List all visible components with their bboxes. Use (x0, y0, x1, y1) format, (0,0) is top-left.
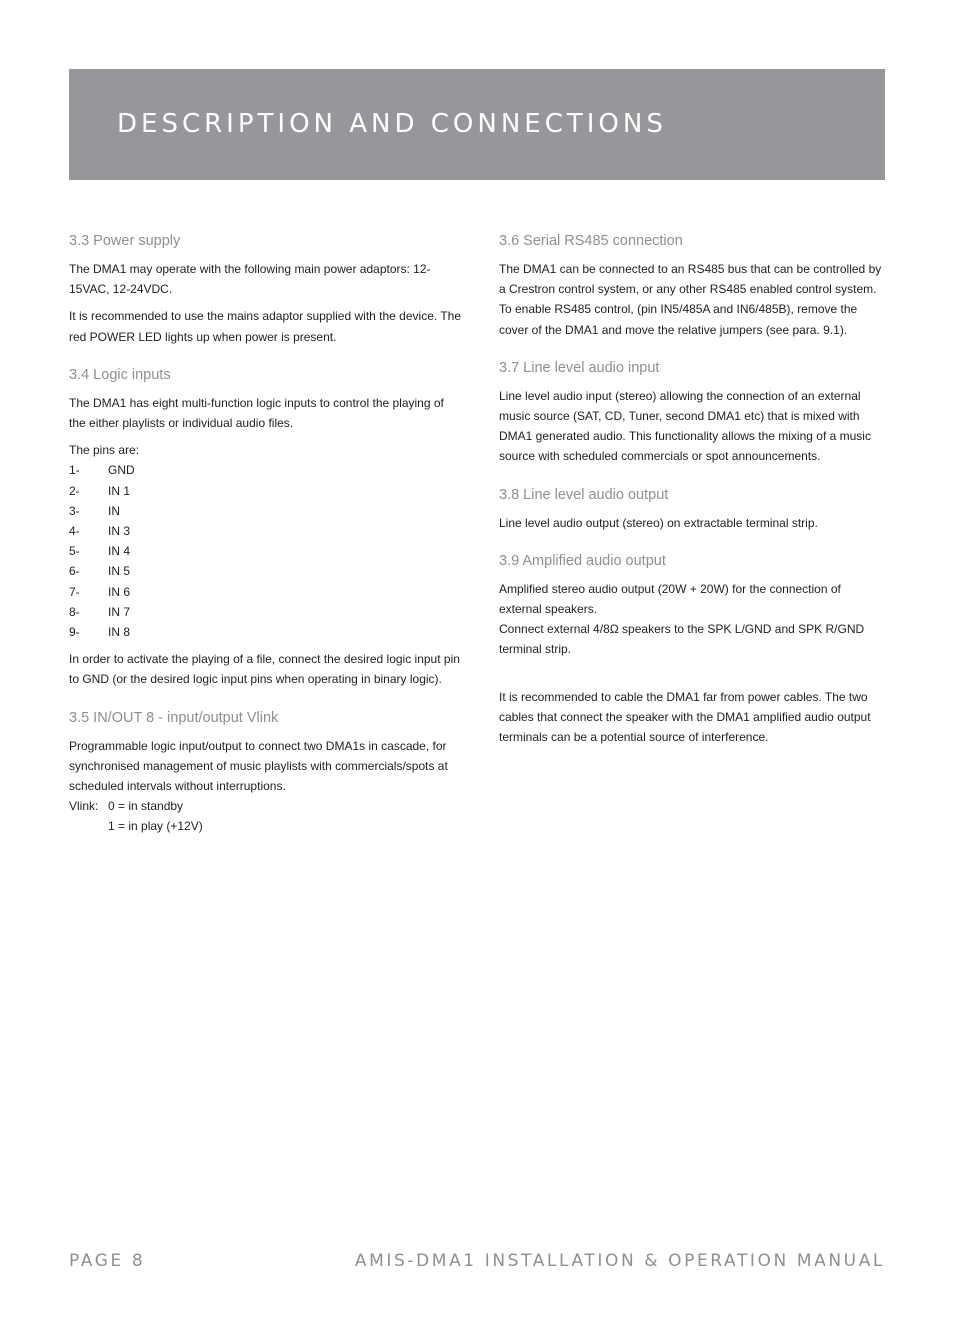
vlink-label: Vlink: (69, 799, 99, 814)
pin-number: 3- (69, 503, 80, 518)
paragraph: Amplified stereo audio output (20W + 20W) for the connection of external speakers. (499, 581, 841, 617)
pin-label: IN 3 (108, 524, 131, 539)
section-heading: 3.3 Power supply (69, 233, 181, 249)
paragraph: The DMA1 may operate with the following main power adaptors: 12-15VAC, 12-24VDC. (69, 262, 431, 297)
section-line-output (499, 485, 885, 533)
spacer (499, 667, 885, 687)
paragraph: Line level audio output (stereo) on extractable terminal strip. (499, 515, 818, 530)
vlink-row (69, 816, 461, 836)
paragraph: The DMA1 has eight multi-function logic inputs to control the playing of the either playlists or individual audio files. (69, 395, 444, 431)
pin-number: 6- (69, 564, 80, 579)
pin-label: IN 1 (108, 483, 131, 498)
pin-number: 5- (69, 544, 80, 559)
pin-label: IN 7 (108, 604, 131, 619)
pin-row (69, 521, 461, 541)
section-heading: 3.4 Logic inputs (69, 366, 171, 383)
pin-number: 1- (69, 463, 80, 478)
pin-row (69, 460, 461, 480)
section-line-input (499, 358, 885, 467)
pin-label: IN 8 (108, 625, 131, 640)
section-in-out-8 (69, 708, 461, 837)
manual-title: AMIS-DMA1 INSTALLATION & OPERATION MANUAL (354, 1251, 885, 1271)
pin-label: GND (108, 463, 135, 478)
section-amplified-output (499, 551, 885, 747)
section-heading: 3.8 Line level audio output (499, 486, 669, 503)
vlink-value: 1 = in play (+12V) (108, 819, 203, 834)
paragraph: Line level audio input (stereo) allowing the connection of an external music source (SAT, CD, Tuner, second DMA1 etc) that is mixed with DMA1 generated audio. This functionality allows the mixing of a music source with scheduled commercials or spot announcements. (499, 388, 871, 464)
vlink-row (69, 796, 461, 816)
header-banner (69, 69, 885, 180)
section-heading: 3.9 Amplified audio output (499, 552, 666, 569)
pin-number: 2- (69, 483, 80, 498)
right-column (499, 231, 885, 765)
vlink-label-spacer (69, 816, 108, 836)
pin-number: 8- (69, 604, 80, 619)
paragraph: Connect external 4/8Ω speakers to the SPK L/GND and SPK R/GND terminal strip. (499, 622, 865, 657)
pins-intro: The pins are: (69, 443, 140, 458)
pin-number: 9- (69, 625, 80, 640)
pin-row (69, 481, 461, 501)
page-number: PAGE 8 (69, 1251, 146, 1271)
pin-row (69, 501, 461, 521)
pin-row (69, 561, 461, 581)
pin-list (69, 460, 461, 642)
section-power-supply (69, 231, 461, 347)
pin-label: IN 5 (108, 564, 131, 579)
section-logic-inputs (69, 365, 461, 690)
left-column (69, 231, 461, 855)
pin-row (69, 582, 461, 602)
section-heading: 3.5 IN/OUT 8 - input/output Vlink (69, 709, 279, 726)
page-title: DESCRIPTION AND CONNECTIONS (117, 109, 667, 139)
section-heading: 3.6 Serial RS485 connection (499, 233, 683, 249)
pin-row (69, 541, 461, 561)
paragraph: Programmable logic input/output to connect two DMA1s in cascade, for synchronised management of music playlists with commercials/spots at scheduled intervals without interruptions. (69, 738, 448, 794)
vlink-value: 0 = in standby (108, 799, 184, 814)
paragraph: In order to activate the playing of a file, connect the desired logic input pin to GND (or the desired logic input pins when operating in binary logic). (69, 652, 460, 687)
pin-label: IN (108, 503, 120, 518)
paragraph: It is recommended to cable the DMA1 far from power cables. The two cables that connect the speaker with the DMA1 amplified audio output terminals can be a potential source of interference. (499, 689, 871, 745)
pin-row (69, 622, 461, 642)
pin-row (69, 602, 461, 622)
section-heading: 3.7 Line level audio input (499, 359, 660, 376)
paragraph: The DMA1 can be connected to an RS485 bus that can be controlled by a Crestron control system, or any other RS485 enabled control system. To enable RS485 control, (pin IN5/485A and IN6/485B), remove the cover of the DMA1 and move the relative jumpers (see para. 9.1). (499, 262, 882, 337)
pin-label: IN 4 (108, 544, 131, 559)
section-serial-rs485 (499, 231, 885, 340)
pin-number: 7- (69, 584, 80, 599)
pin-label: IN 6 (108, 584, 131, 599)
pin-number: 4- (69, 524, 80, 539)
paragraph: It is recommended to use the mains adaptor supplied with the device. The red POWER LED lights up when power is present. (69, 309, 461, 344)
